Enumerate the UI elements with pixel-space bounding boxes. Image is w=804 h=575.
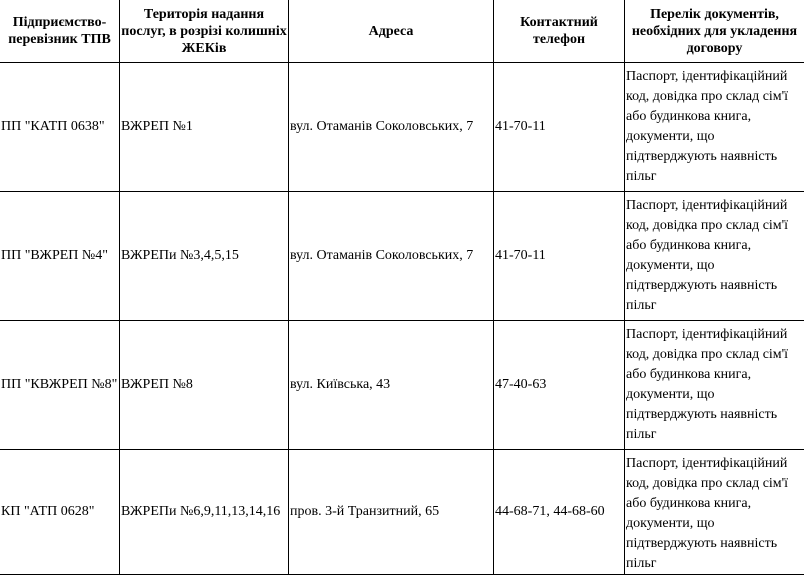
table-row <box>0 63 804 192</box>
cell-documents: Паспорт, ідентифікаційний код, довідка про склад сім'ї або будинкова книга, документи, що підтверджують наявність пільг <box>625 63 804 192</box>
header-territory: Територія надання послуг, в розрізі колишніх ЖЕКів <box>120 0 289 63</box>
cell-territory: ВЖРЕП №1 <box>120 63 289 192</box>
cell-phone: 44-68-71, 44-68-60 <box>494 450 625 575</box>
cell-territory: ВЖРЕПи №6,9,11,13,14,16 <box>120 450 289 575</box>
cell-address: вул. Отаманів Соколовських, 7 <box>289 63 494 192</box>
table-row <box>0 321 804 450</box>
cell-carrier: ПП "КВЖРЕП №8" <box>0 321 120 450</box>
cell-address: пров. 3-й Транзитний, 65 <box>289 450 494 575</box>
cell-documents: Паспорт, ідентифікаційний код, довідка про склад сім'ї або будинкова книга, документи, що підтверджують наявність пільг <box>625 321 804 450</box>
table-header-row <box>0 0 804 63</box>
header-address: Адреса <box>289 0 494 63</box>
cell-documents: Паспорт, ідентифікаційний код, довідка про склад сім'ї або будинкова книга, документи, що підтверджують наявність пільг <box>625 192 804 321</box>
table-row <box>0 192 804 321</box>
table-row <box>0 450 804 575</box>
header-documents: Перелік документів, необхідних для укладення договору <box>625 0 804 63</box>
cell-phone: 41-70-11 <box>494 192 625 321</box>
cell-carrier: КП "АТП 0628" <box>0 450 120 575</box>
cell-phone: 41-70-11 <box>494 63 625 192</box>
cell-address: вул. Отаманів Соколовських, 7 <box>289 192 494 321</box>
cell-carrier: ПП "ВЖРЕП №4" <box>0 192 120 321</box>
header-carrier: Підприємство-перевізник ТПВ <box>0 0 120 63</box>
cell-address: вул. Київська, 43 <box>289 321 494 450</box>
cell-documents: Паспорт, ідентифікаційний код, довідка про склад сім'ї або будинкова книга, документи, що підтверджують наявність пільг <box>625 450 804 575</box>
cell-carrier: ПП "КАТП 0638" <box>0 63 120 192</box>
cell-phone: 47-40-63 <box>494 321 625 450</box>
cell-territory: ВЖРЕПи №3,4,5,15 <box>120 192 289 321</box>
cell-territory: ВЖРЕП №8 <box>120 321 289 450</box>
header-phone: Контактний телефон <box>494 0 625 63</box>
